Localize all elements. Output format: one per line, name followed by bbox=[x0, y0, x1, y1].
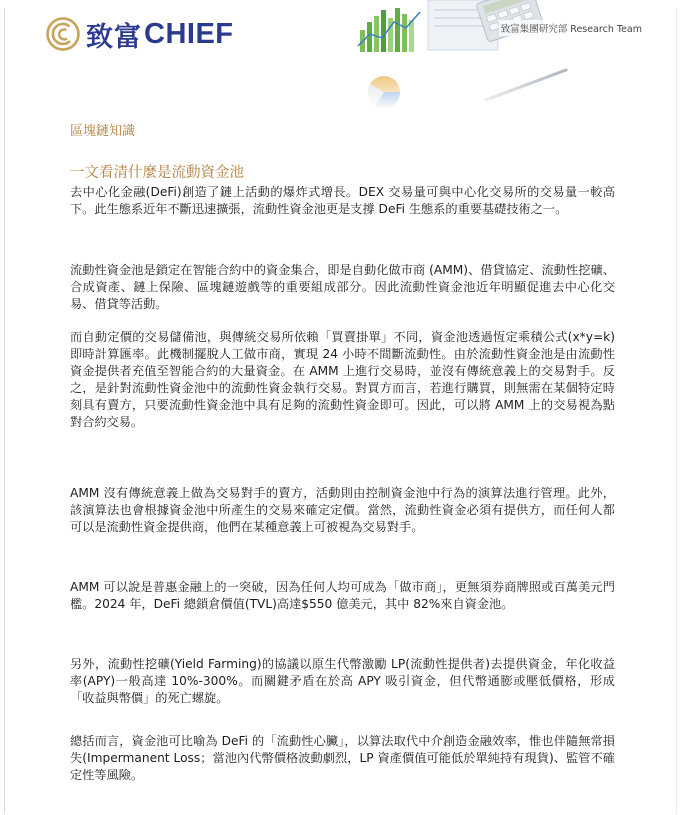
article-paragraph: AMM 可以說是普惠金融上的一突破，因為任何人均可成為「做市商」，更無須券商牌照或百萬美元門檻。2024 年，DeFi 總鎖倉價值(TVL)高達$550 億美元，其中 82%來自資金池。 bbox=[70, 580, 615, 611]
research-team-label: 致富集團研究部 Research Team bbox=[499, 20, 644, 36]
article-paragraph: 去中心化金融(DeFi)創造了鏈上活動的爆炸式增長。DEX 交易量可與中心化交易所的交易量一較高下。此生態系近年不斷迅速擴張，流動性資金池更是支撐 DeFi 生態系的重要基礎技術之一。 bbox=[70, 185, 615, 216]
article-title: 一文看清什麼是流動資金池 bbox=[70, 165, 244, 181]
brand-name-cn: 致富 bbox=[86, 21, 142, 53]
section-label: 區塊鏈知識 bbox=[70, 124, 136, 139]
article-paragraph: AMM 沒有傳統意義上做為交易對手的賣方，活動則由控制資金池中行為的演算法進行管理。此外，該演算法也會根據資金池中所產生的交易來確定定價。當然，流動性資金必須有提供方，而任何人都可以是流動性資金提供商，他們在某種意義上可被視為交易對手。 bbox=[70, 486, 615, 534]
article-paragraph: 另外，流動性挖礦(Yield Farming)的協議以原生代幣激勵 LP(流動性提供者)去提供資金，年化收益率(APY)一般高達 10%-300%。而關鍵矛盾在於高 APY 吸引資金，但代幣通膨或壓低價格，形成「收益與幣價」的死亡螺旋。 bbox=[70, 657, 615, 705]
article-paragraph: 流動性資金池是鎖定在智能合約中的資金集合，即是自動化做市商 (AMM)、借貸協定、流動性挖礦、合成資產、鏈上保險、區塊鏈遊戲等的重要組成部分。因此流動性資金池近年明顯促進去中心化交易、借貸等活動。 bbox=[70, 263, 615, 311]
article-paragraph: 總括而言，資金池可比喻為 DeFi 的「流動性心臟」，以算法取代中介創造金融效率，惟也伴隨無常損失(Impermanent Loss；當池內代幣價格波動劇烈，LP 資產價值可能低於單純持有現貨)、監管不確定性等風險。 bbox=[70, 734, 615, 782]
brand-swirl-icon bbox=[46, 17, 80, 51]
finance-banner-image bbox=[336, 0, 666, 110]
page-header bbox=[0, 0, 681, 110]
brand-logo bbox=[46, 16, 234, 52]
article-paragraph: 而自動定價的交易儲備池，與傳統交易所依賴「買賣掛單」不同，資金池透過恆定乘積公式(x*y=k)即時計算匯率。此機制擺脫人工做市商，實現 24 小時不間斷流動性。由於流動性資金池是由流動性資金提供者充值至智能合約的大量資金。在 AMM 上進行交易時，並沒有傳統意義上的交易對手。反之，是針對流動性資金池中的流動性資金執行交易。對買方而言，若進行購買，則無需在某個特定時刻具有賣方，只要流動性資金池中具有足夠的流動性資金即可。因此，可以將 AMM 上的交易視為點對合約交易。 bbox=[70, 330, 615, 429]
brand-name-en: CHIEF bbox=[144, 17, 234, 50]
